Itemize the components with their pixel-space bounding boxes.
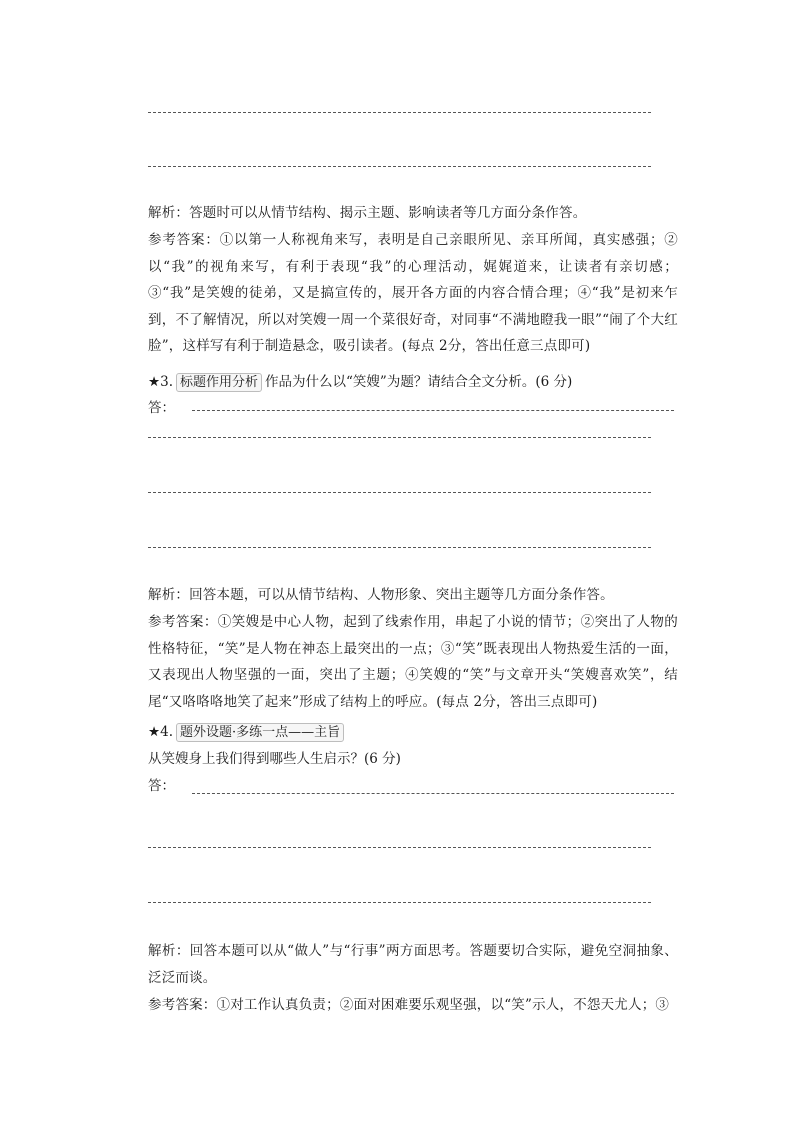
answer-line (148, 112, 651, 113)
answer-line[interactable] (148, 492, 651, 493)
question-text: 作品为什么以“笑嫂”为题？请结合全文分析。(6 分) (265, 374, 573, 390)
question-4 (148, 722, 347, 742)
answer-line[interactable] (148, 847, 651, 848)
answer-line[interactable] (148, 547, 651, 548)
reference-answer-text: 参考答案：①笑嫂是中心人物，起到了线索作用，串起了小说的情节；②突出了人物的性格特征，“笑”是人物在神态上最突出的一点；③“笑”既表现出人物热爱生活的一面，又表现出人物坚强的一面，突出了主题；④笑嫂的“笑”与文章开头“笑嫂喜欢笑”，结尾“又咯咯咯地笑了起来”形成了结构上的呼应。(每点 2分，答出三点即可) (148, 614, 678, 710)
analysis-text: 解析：回答本题可以从“做人”与“行事”两方面思考。答题要切合实际，避免空洞抽象、泛泛而谈。 (148, 943, 678, 986)
analysis-text: 解析：答题时可以从情节结构、揭示主题、影响读者等几方面分条作答。 (148, 205, 587, 221)
question-3 (148, 372, 572, 392)
answer-label: 答： (148, 778, 175, 794)
question-tag: 标题作用分析 (176, 373, 262, 392)
question-tag: 题外设题·多练一点——主旨 (176, 723, 344, 742)
answer-label: 答： (148, 400, 175, 416)
answer-line[interactable] (148, 437, 651, 438)
reference-answer-text: 参考答案：①以第一人称视角来写，表明是自己亲眼所见、亲耳所闻，真实感强；②以“我”的视角来写，有利于表现“我”的心理活动，娓娓道来，让读者有亲切感；③“我”是笑嫂的徒弟，又是搞宣传的，展开各方面的内容合情合理；④“我”是初来乍到，不了解情况，所以对笑嫂一周一个菜很好奇，对同事“不满地瞪我一眼”“闹了个大红脸”，这样写有利于制造悬念，吸引读者。(每点 2分，答出任意三点即可) (148, 232, 678, 354)
answer-line (148, 166, 651, 167)
answer-line[interactable] (148, 902, 651, 903)
answer-line[interactable] (192, 793, 674, 794)
star-icon: ★ (148, 374, 161, 390)
star-icon: ★ (148, 724, 161, 740)
analysis-text: 解析：回答本题，可以从情节结构、人物形象、突出主题等几方面分条作答。 (148, 587, 614, 603)
question-number: 3. (160, 374, 173, 390)
reference-answer-text: 参考答案：①对工作认真负责；②面对困难要乐观坚强，以“笑”示人，不怨天尤人；③ (148, 997, 670, 1013)
question-text: 从笑嫂身上我们得到哪些人生启示？(6 分) (148, 751, 401, 767)
answer-line[interactable] (192, 410, 674, 411)
question-number: 4. (160, 724, 173, 740)
